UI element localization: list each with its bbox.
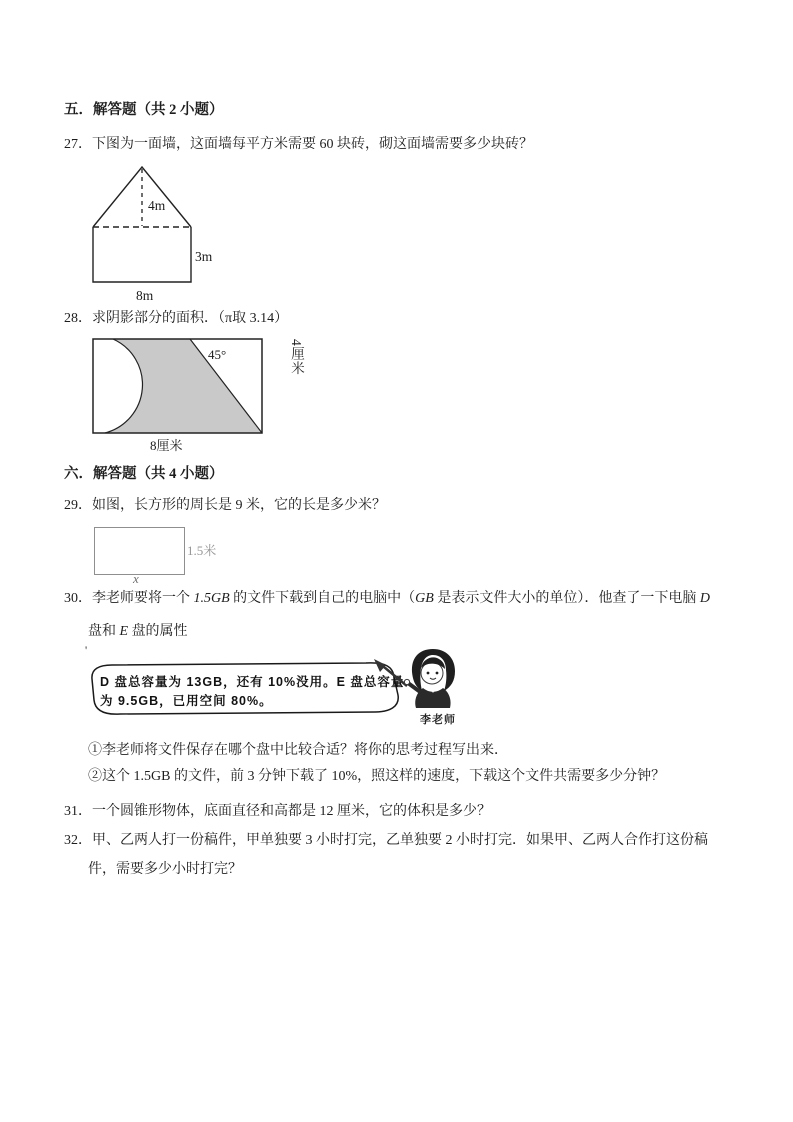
teacher-hand: [404, 679, 409, 684]
wall-rectangle: [93, 227, 191, 282]
q31-text: 31．一个圆锥形物体，底面直径和高都是 12 厘米，它的体积是多少？: [64, 804, 491, 819]
bubble-text-line1: D 盘总容量为 13GB，还有 10%没用。E 盘总容量: [100, 675, 405, 689]
q30-text-line2: 盘和 E 盘的属性: [88, 624, 188, 639]
stray-mark: ': [85, 643, 88, 657]
teacher-eye-left: [427, 672, 430, 675]
q28-text: 28．求阴影部分的面积．（π取 3.14）: [64, 311, 289, 326]
q30-sub-question-1: ①李老师将文件保存在哪个盘中比较合适？将你的思考过程写出来．: [88, 743, 508, 758]
pointer-arrowhead: [374, 659, 386, 672]
q27-wall-diagram: [88, 162, 223, 307]
q30-sub-question-2: ②这个 1.5GB 的文件，前 3 分钟下载了 10%，照这样的速度，下载这个文件共需要多少分钟？: [88, 769, 666, 784]
wall-height-label: 3m: [195, 249, 213, 264]
q28-base-label: 8厘米: [150, 438, 183, 453]
angle-label: 45°: [208, 347, 227, 362]
teacher-name-label: 李老师: [420, 714, 456, 726]
q28-side-label: 4厘米: [289, 339, 304, 376]
teacher-figure-icon: [403, 646, 463, 712]
section-6-header: 六．解答题（共 4 小题）: [64, 466, 224, 482]
q29-text: 29．如图，长方形的周长是 9 米，它的长是多少米？: [64, 498, 386, 513]
q27-text: 27．下图为一面墙，这面墙每平方米需要 60 块砖，砌这面墙需要多少块砖？: [64, 137, 533, 152]
q29-rectangle: [94, 527, 185, 575]
roof-height-label: 4m: [148, 198, 166, 213]
q32-text-line2: 件，需要多少小时打完？: [88, 862, 242, 877]
section-5-header: 五．解答题（共 2 小题）: [64, 102, 224, 118]
bubble-text-line2: 为 9.5GB，已用空间 80%。: [100, 694, 273, 708]
q29-width-label: 1.5米: [187, 543, 217, 558]
q28-shaded-diagram: [92, 338, 267, 438]
teacher-eye-right: [436, 672, 439, 675]
q32-text-line1: 32．甲、乙两人打一份稿件，甲单独要 3 小时打完，乙单独要 2 小时打完．如果甲、乙两人合作打这份稿: [64, 833, 708, 848]
q29-length-label: x: [133, 571, 139, 586]
q30-text-line1: 30．李老师要将一个 1.5GB 的文件下载到自己的电脑中（GB 是表示文件大小的单位）．他查了一下电脑 D: [64, 591, 710, 606]
wall-base-label: 8m: [136, 288, 154, 303]
